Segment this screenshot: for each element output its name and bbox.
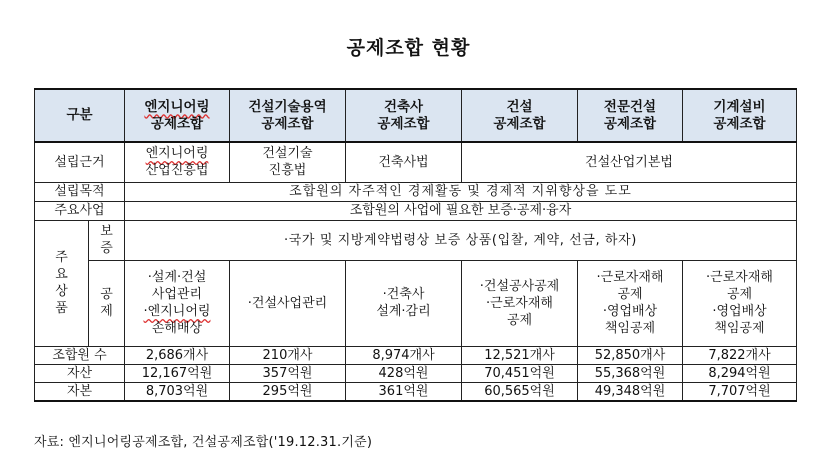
capital-row xyxy=(35,382,797,401)
header-engineering: 엔지니어링 공제조합 xyxy=(125,89,230,142)
capital-value: 8,703억원 xyxy=(125,382,230,401)
members-row xyxy=(35,346,797,364)
header-construction-tech: 건설기술용역 공제조합 xyxy=(230,89,346,142)
capital-value: 295억원 xyxy=(230,382,346,401)
assets-row xyxy=(35,364,797,382)
assets-value: 12,167억원 xyxy=(125,364,230,382)
cooperative-status-table xyxy=(34,88,797,402)
capital-value: 361억원 xyxy=(346,382,462,401)
capital-label: 자본 xyxy=(35,382,125,401)
mutual-architect: ·건축사 설계·감리 xyxy=(346,260,462,346)
members-value: 12,521개사 xyxy=(462,346,578,364)
guarantee-value: ·국가 및 지방계약법령상 보증 상품(입찰, 계약, 선금, 하자) xyxy=(125,220,797,260)
assets-value: 8,294억원 xyxy=(683,364,797,382)
guarantee-row xyxy=(35,220,797,260)
basis-shared: 건설산업기본법 xyxy=(462,142,797,182)
assets-value: 70,451억원 xyxy=(462,364,578,382)
mutual-label: 공 제 xyxy=(89,260,125,346)
members-value: 210개사 xyxy=(230,346,346,364)
mutual-construction: ·건설공사공제 ·근로자재해 공제 xyxy=(462,260,578,346)
basis-label: 설립근거 xyxy=(35,142,125,182)
header-mechanical-equipment: 기계설비 공제조합 xyxy=(683,89,797,142)
basis-row xyxy=(35,142,797,182)
mutual-mechanical-equipment: ·근로자재해 공제 ·영업배상 책임공제 xyxy=(683,260,797,346)
capital-value: 49,348억원 xyxy=(578,382,683,401)
members-value: 52,850개사 xyxy=(578,346,683,364)
capital-value: 60,565억원 xyxy=(462,382,578,401)
assets-label: 자산 xyxy=(35,364,125,382)
capital-value: 7,707억원 xyxy=(683,382,797,401)
members-value: 2,686개사 xyxy=(125,346,230,364)
purpose-value: 조합원의 자주적인 경제활동 및 경제적 지위향상을 도모 xyxy=(125,182,797,201)
products-label: 주 요 상 품 xyxy=(35,220,89,346)
members-value: 8,974개사 xyxy=(346,346,462,364)
assets-value: 357억원 xyxy=(230,364,346,382)
basis-engineering: 엔지니어링 산업진흥법 xyxy=(125,142,230,182)
basis-architect: 건축사법 xyxy=(346,142,462,182)
header-construction: 건설 공제조합 xyxy=(462,89,578,142)
header-category: 구분 xyxy=(35,89,125,142)
header-row xyxy=(35,89,797,142)
business-value: 조합원의 사업에 필요한 보증·공제·융자 xyxy=(125,201,797,220)
header-architect: 건축사 공제조합 xyxy=(346,89,462,142)
purpose-row xyxy=(35,182,797,201)
assets-value: 55,368억원 xyxy=(578,364,683,382)
mutual-engineering: ·설계·건설 사업관리 ·엔지니어링 손해배상 xyxy=(125,260,230,346)
page-title: 공제조합 현황 xyxy=(346,37,471,59)
source-note: 자료: 엔지니어링공제조합, 건설공제조합('19.12.31.기준) xyxy=(34,435,373,450)
assets-value: 428억원 xyxy=(346,364,462,382)
members-value: 7,822개사 xyxy=(683,346,797,364)
basis-construction-tech: 건설기술 진흥법 xyxy=(230,142,346,182)
header-specialty-construction: 전문건설 공제조합 xyxy=(578,89,683,142)
mutual-row xyxy=(35,260,797,346)
mutual-specialty-construction: ·근로자재해 공제 ·영업배상 책임공제 xyxy=(578,260,683,346)
members-label: 조합원 수 xyxy=(35,346,125,364)
guarantee-label: 보 증 xyxy=(89,220,125,260)
business-row xyxy=(35,201,797,220)
purpose-label: 설립목적 xyxy=(35,182,125,201)
mutual-construction-tech: ·건설사업관리 xyxy=(230,260,346,346)
business-label: 주요사업 xyxy=(35,201,125,220)
